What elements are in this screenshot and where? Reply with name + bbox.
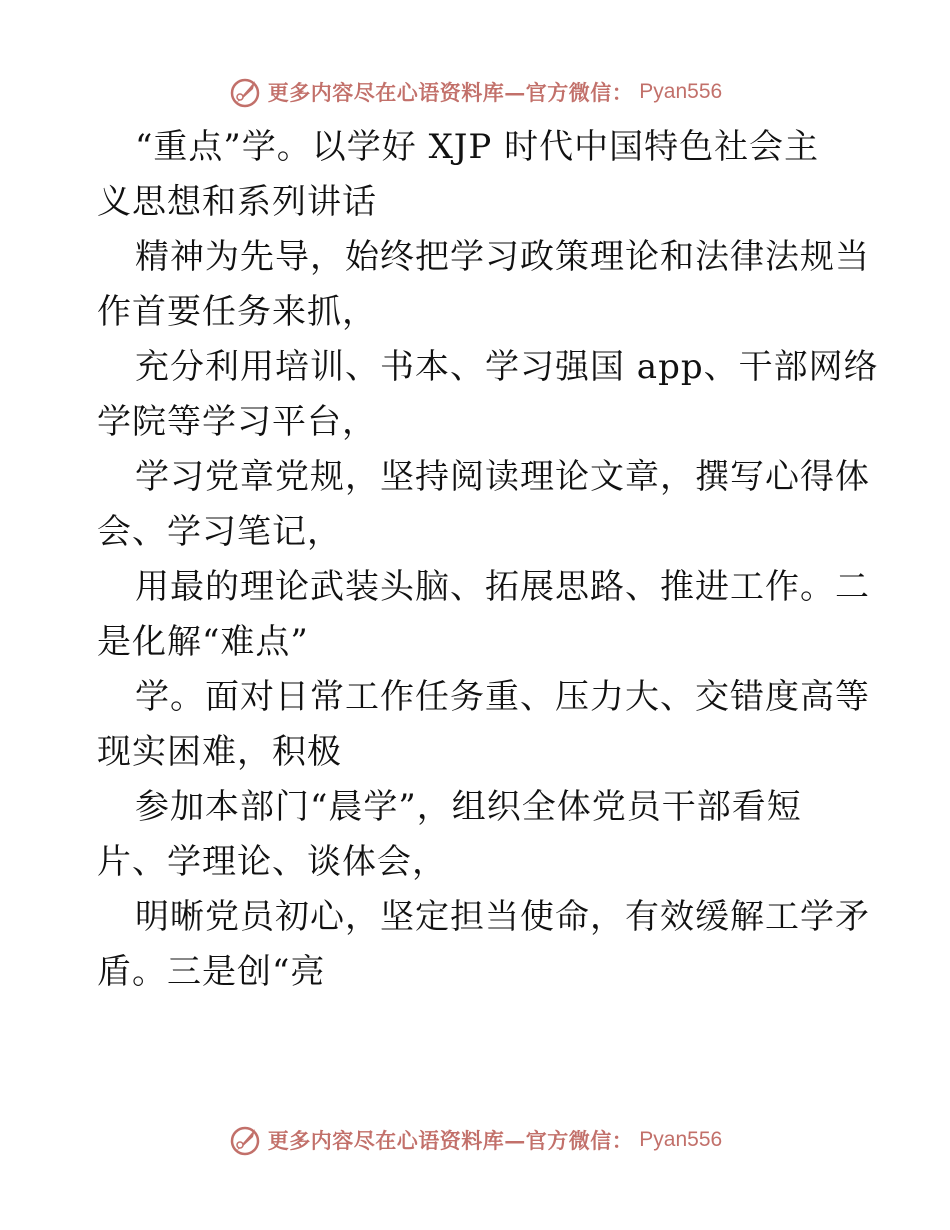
text-line: 学院等学习平台， [97,402,377,442]
text-line: 是化解“难点” [97,622,309,662]
text-line: 会、学习笔记， [97,512,342,552]
footer-watermark [0,1120,950,1160]
watermark-text: 更多内容尽在心语资料库—官方微信： [267,1128,634,1153]
header-watermark [0,72,950,112]
text-line: 盾。三是创“亮 [97,952,326,992]
quill-logo-icon [228,1123,262,1157]
text-line: 学习党章党规，坚持阅读理论文章，撰写心得体 [135,457,870,497]
quill-logo-icon [228,75,262,109]
text-line: 作首要任务来抓， [97,292,377,332]
text-line: 参加本部门“晨学”，组织全体党员干部看短 [135,787,802,827]
text-line: 充分利用培训、书本、学习强国 app、干部网络 [135,347,879,387]
watermark-text: 更多内容尽在心语资料库—官方微信： [267,80,634,105]
watermark-account: Pyan556 [639,80,723,103]
text-line: 义思想和系列讲话 [97,182,377,222]
text-line: 现实困难，积极 [97,732,342,772]
text-line: 用最的理论武装头脑、拓展思路、推进工作。二 [135,567,870,607]
text-line: “重点”学。以学好 XJP 时代中国特色社会主 [135,127,820,167]
document-body [97,120,879,1000]
watermark-account: Pyan556 [639,1128,723,1151]
text-line: 精神为先导，始终把学习政策理论和法律法规当 [135,237,870,277]
text-line: 片、学理论、谈体会， [97,842,447,882]
text-line: 明晰党员初心，坚定担当使命，有效缓解工学矛 [135,897,870,937]
text-line: 学。面对日常工作任务重、压力大、交错度高等 [135,677,870,717]
